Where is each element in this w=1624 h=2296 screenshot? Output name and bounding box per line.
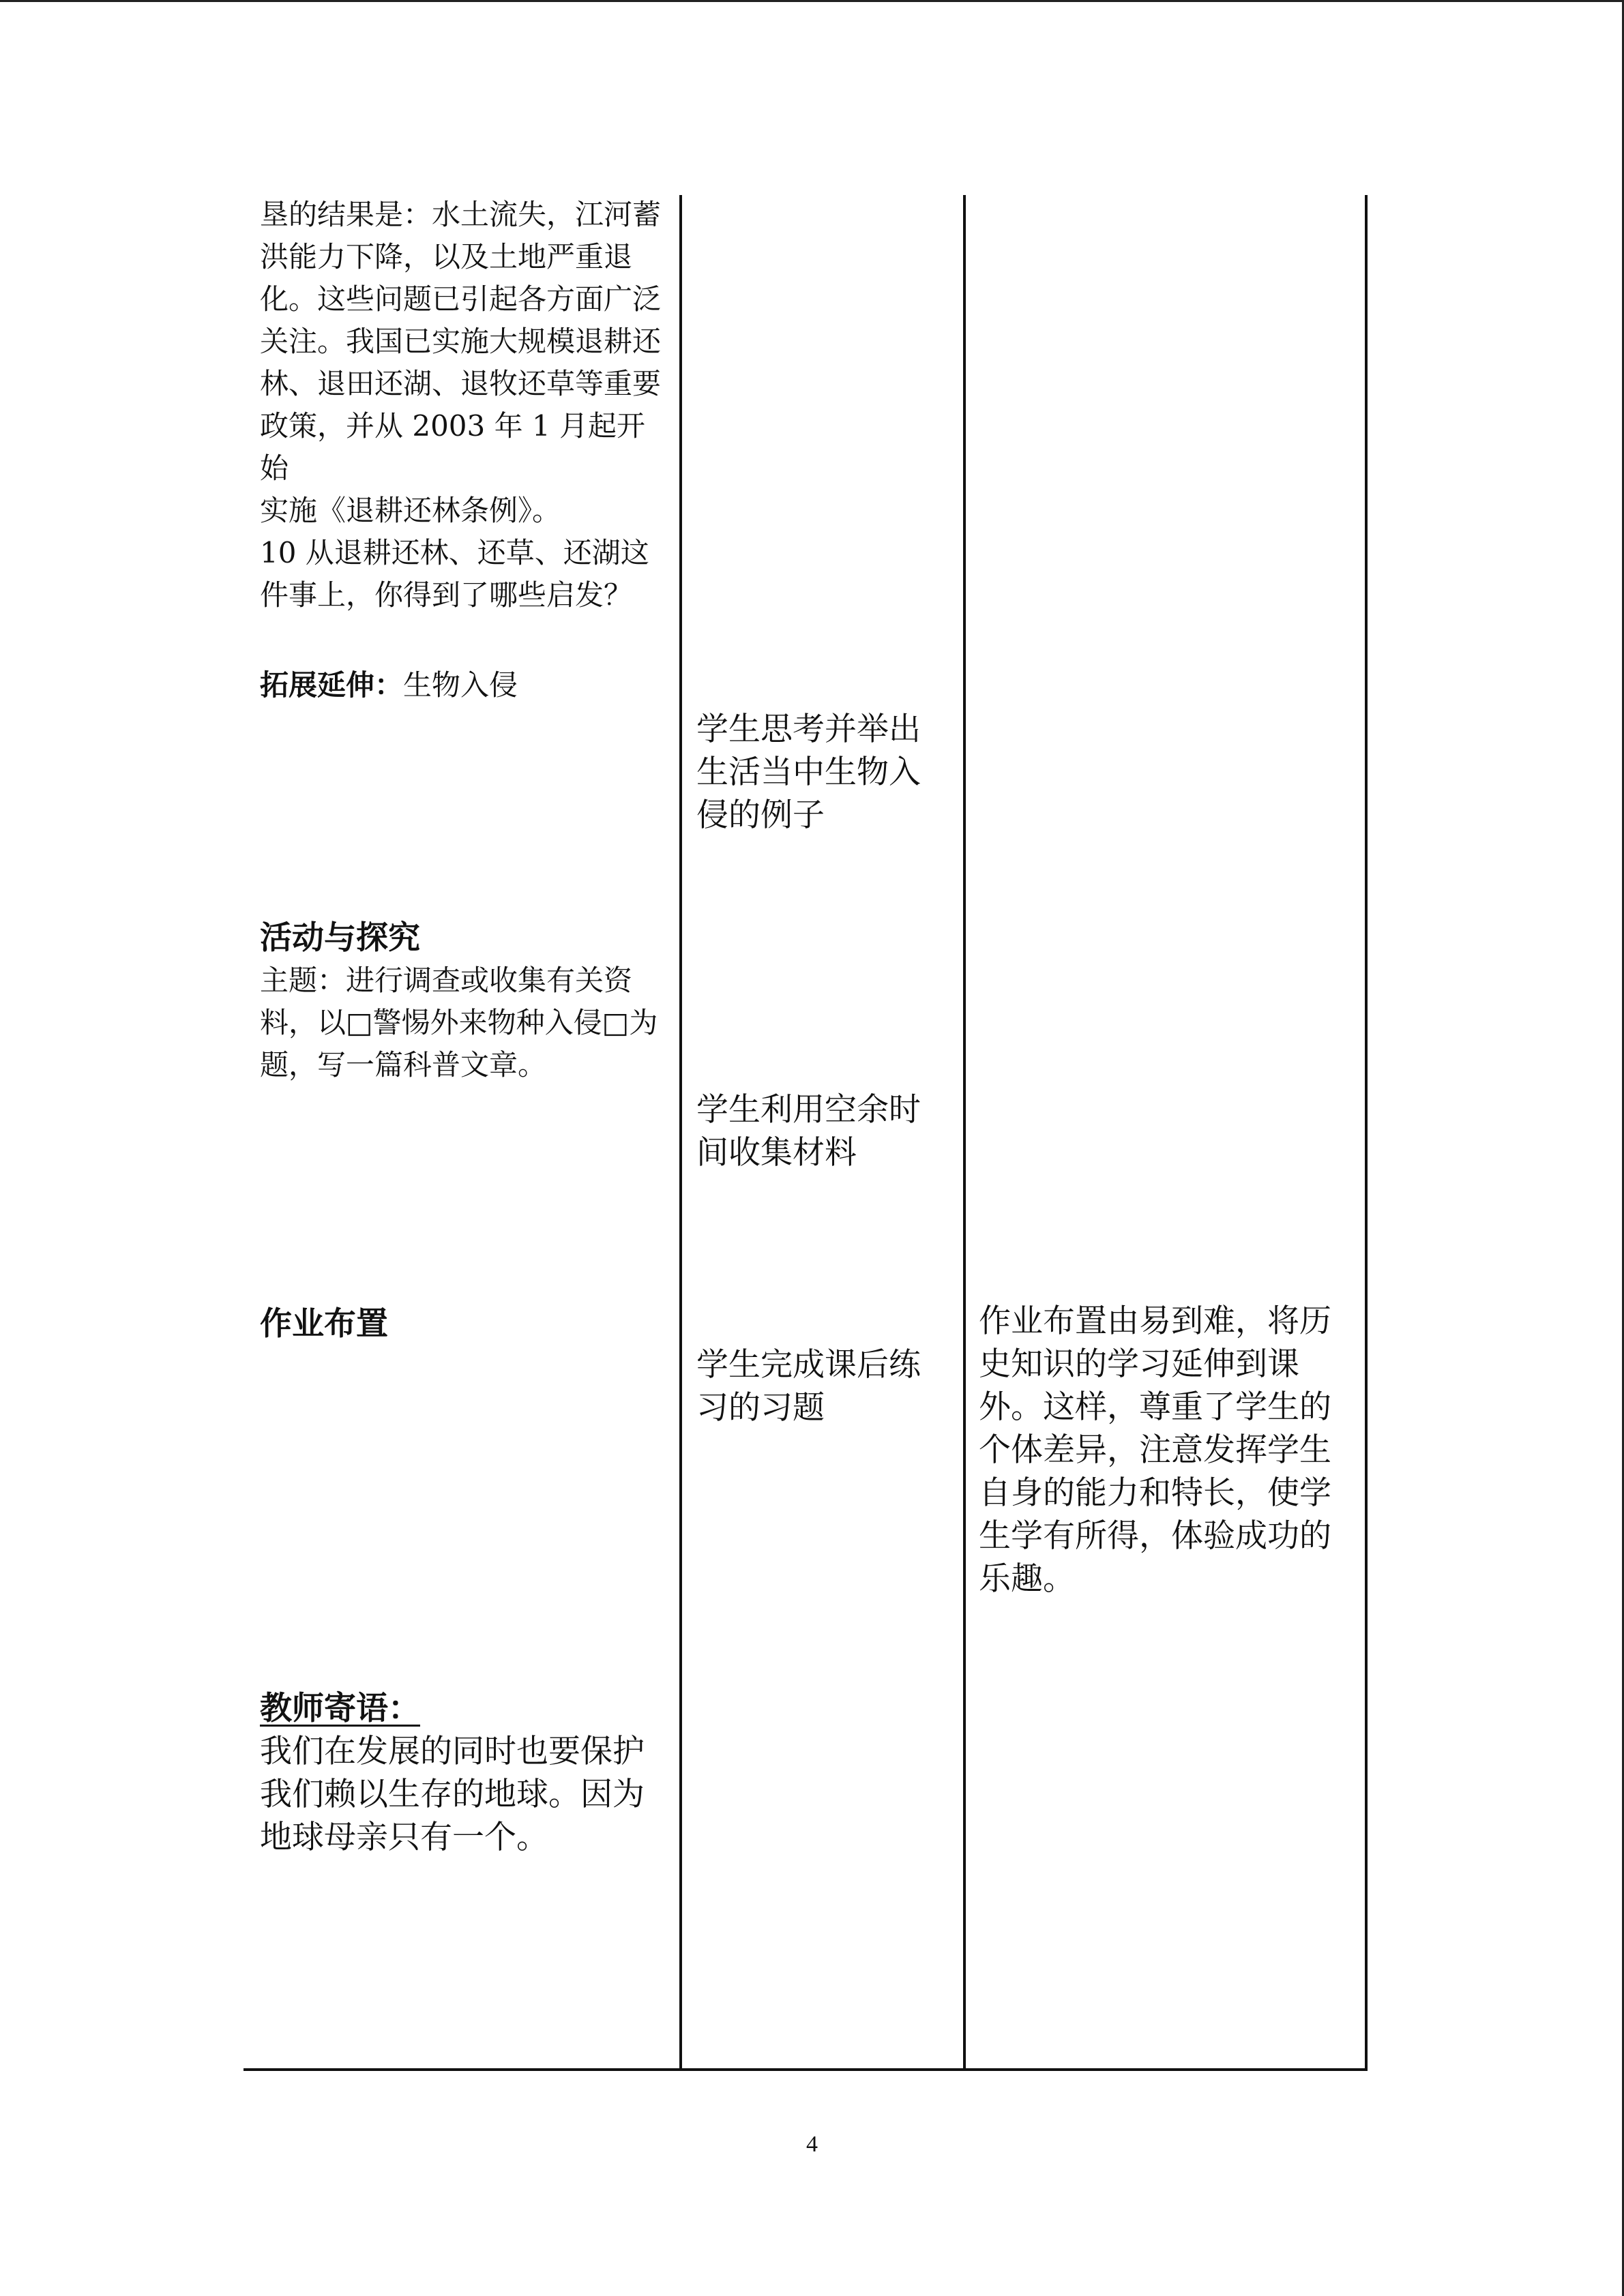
text-line: 作业布置由易到难，将历 — [979, 1302, 1331, 1340]
table-right-border — [1365, 195, 1368, 2071]
text-line: 洪能力下降，以及土地严重退 — [260, 240, 633, 273]
activity-section — [260, 916, 662, 1086]
text-line: 林、退田还湖、退牧还草等重要 — [260, 367, 662, 400]
extension-topic: 生物入侵 — [403, 668, 518, 702]
text-line: 侵的例子 — [696, 796, 825, 834]
text-line: 学生思考并举出 — [696, 711, 921, 748]
text-line: 实施《退耕还林条例》。 — [260, 494, 561, 527]
text-line: 生学有所得，体验成功的 — [979, 1517, 1331, 1555]
table-bottom-border — [243, 2068, 1368, 2071]
message-line: 我们在发展的同时也要保护 — [260, 1733, 645, 1770]
text-line: 关注。我国已实施大规模退耕还 — [260, 325, 662, 358]
teacher-message-heading: 教师寄语： — [260, 1690, 420, 1727]
page-border-top — [0, 0, 1624, 2]
activity-line: 题，写一篇科普文章。 — [260, 1048, 547, 1082]
extension-section — [260, 664, 662, 706]
homework-heading: 作业布置 — [260, 1305, 388, 1343]
text-line: 乐趣。 — [979, 1560, 1075, 1598]
design-intent-cell — [979, 1300, 1347, 1600]
activity-line: 料，以□警惕外来物种入侵□为 — [260, 1006, 658, 1039]
text-line: 自身的能力和特长，使学 — [979, 1474, 1331, 1512]
text-line: 史知识的学习延伸到课 — [979, 1345, 1299, 1383]
activity-heading: 活动与探究 — [260, 919, 420, 957]
text-line: 垦的结果是：水土流失，江河蓄 — [260, 198, 662, 231]
text-line: 习的习题 — [696, 1389, 825, 1427]
student-collect-cell — [696, 1088, 956, 1174]
text-line: 学生完成课后练 — [696, 1346, 921, 1384]
question-line: 10 从退耕还林、还草、还湖这 — [260, 536, 649, 569]
column-divider-2 — [963, 195, 966, 2071]
text-line: 化。这些问题已引起各方面广泛 — [260, 282, 662, 316]
text-line: 学生利用空余时 — [696, 1091, 921, 1129]
message-line: 我们赖以生存的地球。因为 — [260, 1776, 645, 1813]
student-exercise-cell — [696, 1343, 956, 1429]
text-line: 政策，并从 2003 年 1 月起开始 — [260, 409, 646, 485]
text-line: 间收集材料 — [696, 1134, 857, 1172]
page-number: 4 — [806, 2132, 818, 2157]
column-divider-1 — [679, 195, 682, 2071]
text-line: 外。这样，尊重了学生的 — [979, 1388, 1331, 1426]
text-line: 个体差异，注意发挥学生 — [979, 1431, 1331, 1469]
teacher-message-section — [260, 1687, 662, 1859]
activity-line: 主题：进行调查或收集有关资 — [260, 964, 633, 997]
message-line: 地球母亲只有一个。 — [260, 1819, 548, 1856]
question-line: 件事上，你得到了哪些启发？ — [260, 578, 633, 612]
student-think-cell — [696, 708, 956, 837]
extension-heading: 拓展延伸： — [260, 668, 404, 702]
homework-section — [260, 1302, 662, 1345]
background-paragraph — [260, 194, 662, 616]
text-line: 生活当中生物入 — [696, 754, 921, 791]
lesson-table — [243, 195, 1368, 2071]
